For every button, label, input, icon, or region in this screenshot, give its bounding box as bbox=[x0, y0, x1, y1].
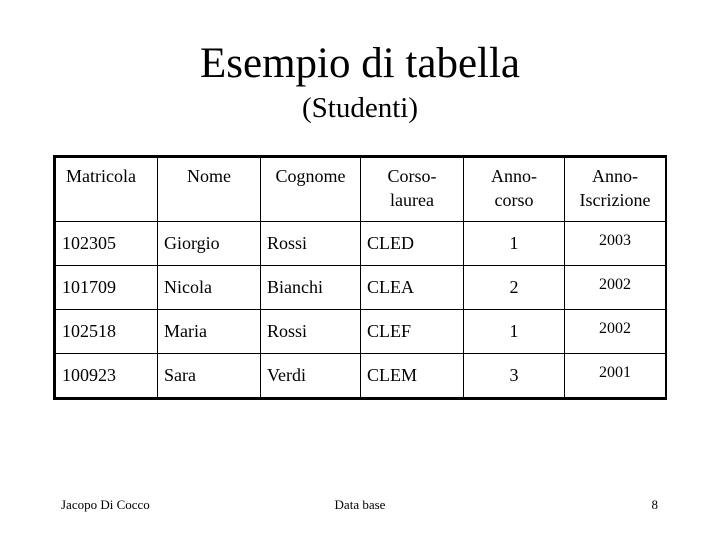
header-cognome: Cognome bbox=[261, 158, 361, 222]
cell-cognome: Verdi bbox=[261, 354, 361, 398]
footer-author: Jacopo Di Cocco bbox=[61, 497, 150, 512]
table-row bbox=[56, 222, 666, 266]
cell-anno-iscrizione: 2002 bbox=[565, 266, 666, 310]
cell-matricola: 102518 bbox=[56, 310, 158, 354]
table-row bbox=[56, 310, 666, 354]
cell-matricola: 100923 bbox=[56, 354, 158, 398]
header-matricola: Matricola bbox=[56, 158, 158, 222]
cell-corso-laurea: CLEF bbox=[361, 310, 464, 354]
cell-anno-iscrizione: 2001 bbox=[565, 354, 666, 398]
table-row bbox=[56, 354, 666, 398]
header-nome: Nome bbox=[158, 158, 261, 222]
cell-cognome: Rossi bbox=[261, 310, 361, 354]
cell-anno-corso: 1 bbox=[464, 310, 565, 354]
cell-anno-iscrizione: 2003 bbox=[565, 222, 666, 266]
header-anno-corso: Anno- corso bbox=[464, 158, 565, 222]
footer-topic: Data base bbox=[334, 497, 386, 512]
cell-anno-corso: 2 bbox=[464, 266, 565, 310]
table-row bbox=[56, 266, 666, 310]
header-anno-iscrizione: Anno- Iscrizione bbox=[565, 158, 666, 222]
cell-anno-corso: 1 bbox=[464, 222, 565, 266]
header-corso-laurea: Corso- laurea bbox=[361, 158, 464, 222]
cell-corso-laurea: CLEM bbox=[361, 354, 464, 398]
cell-matricola: 102305 bbox=[56, 222, 158, 266]
students-table bbox=[53, 155, 667, 400]
cell-anno-iscrizione: 2002 bbox=[565, 310, 666, 354]
cell-cognome: Bianchi bbox=[261, 266, 361, 310]
cell-anno-corso: 3 bbox=[464, 354, 565, 398]
slide-subtitle: (Studenti) bbox=[302, 92, 418, 124]
table-header-row bbox=[56, 158, 666, 222]
cell-nome: Giorgio bbox=[158, 222, 261, 266]
cell-corso-laurea: CLEA bbox=[361, 266, 464, 310]
cell-nome: Sara bbox=[158, 354, 261, 398]
cell-cognome: Rossi bbox=[261, 222, 361, 266]
page-number: 8 bbox=[651, 497, 658, 512]
cell-nome: Nicola bbox=[158, 266, 261, 310]
slide-title: Esempio di tabella bbox=[199, 40, 521, 87]
cell-matricola: 101709 bbox=[56, 266, 158, 310]
cell-nome: Maria bbox=[158, 310, 261, 354]
cell-corso-laurea: CLED bbox=[361, 222, 464, 266]
